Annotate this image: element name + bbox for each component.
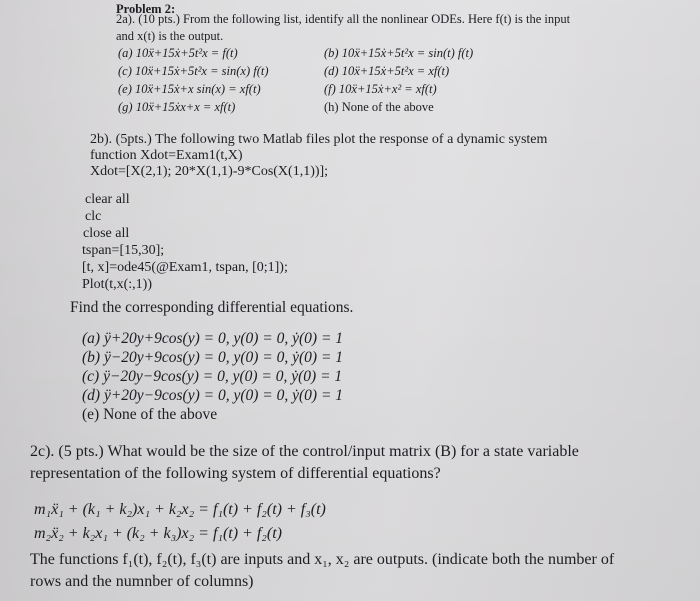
code-line: clc [85, 209, 102, 224]
part-2c-line1: 2c). (5 pts.) What would be the size of the control/input matrix (B) for a state variable [30, 443, 579, 460]
part-2c-line4: rows and the numnber of columns) [30, 573, 254, 590]
option-2a-d: (d) 10ẍ+15ẋ+5t²x = xf(t) [324, 64, 450, 78]
code-line: [t, x]=ode45(@Exam1, tspan, [0;1]); [82, 260, 288, 275]
option-2a-f: (f) 10ẍ+15ẋ+x² = xf(t) [324, 82, 437, 96]
code-line: close all [83, 226, 130, 241]
part-2a-options [118, 46, 524, 115]
part-2c-eq1: m₁ẍ₁ + (k₁ + k₂)x₁ + k₂x₂ = f₁(t) + f₂(t) + f₃(t) [34, 501, 326, 518]
part-2c-eq2: m₂ẍ₂ + k₂x₁ + (k₂ + k₃)x₂ = f₁(t) + f₂(t) [34, 525, 282, 542]
matlab-code-block [82, 191, 288, 293]
option-2b-b: (b) ÿ−20y+9cos(y) = 0, y(0) = 0, ẏ(0) = 1 [82, 349, 344, 366]
part-2a-line2: and x(t) is the output. [116, 29, 224, 43]
part-2b-line1: 2b). (5pts.) The following two Matlab files plot the response of a dynamic system [90, 132, 548, 147]
part-2b-line2: function Xdot=Exam1(t,X) [90, 148, 243, 163]
part-2a-line1: 2a). (10 pts.) From the following list, identify all the nonlinear ODEs. Here f(t) is the input [116, 12, 571, 26]
part-2b-line3: Xdot=[X(2,1); 20*X(1,1)-9*Cos(X(1,1))]; [90, 164, 329, 179]
problem-title: Problem 2: [116, 2, 176, 16]
option-2a-h: (h) None of the above [324, 100, 434, 114]
code-line: Plot(t,x(:,1)) [82, 277, 152, 292]
part-2c-line3: The functions f₁(t), f₂(t), f₃(t) are inputs and x₁, x₂ are outputs. (indicate both the number of [30, 551, 615, 568]
option-2a-e: (e) 10ẍ+15ẋ+x sin(x) = xf(t) [118, 82, 261, 96]
option-2b-d: (d) ÿ+20y−9cos(y) = 0, y(0) = 0, ẏ(0) = 1 [82, 387, 344, 404]
option-2b-a: (a) ÿ+20y+9cos(y) = 0, y(0) = 0, ẏ(0) = 1 [82, 330, 344, 347]
option-2a-c: (c) 10ẍ+15ẋ+5t²x = sin(x) f(t) [118, 64, 269, 78]
option-2b-e: (e) None of the above [82, 406, 218, 423]
option-2a-a: (a) 10ẍ+15ẋ+5t²x = f(t) [118, 46, 238, 60]
code-line: clear all [85, 192, 130, 207]
option-2a-b: (b) 10ẍ+15ẋ+5t²x = sin(t) f(t) [324, 46, 474, 60]
code-line: tspan=[15,30]; [82, 243, 165, 258]
option-2b-c: (c) ÿ−20y−9cos(y) = 0, y(0) = 0, ẏ(0) = 1 [82, 368, 343, 385]
part-2b-options [82, 329, 343, 424]
part-2b-question: Find the corresponding differential equations. [70, 299, 354, 316]
part-2c-line2: representation of the following system of differential equations? [30, 465, 441, 482]
option-2a-g: (g) 10ẍ+15ẋx+x = xf(t) [118, 100, 236, 114]
